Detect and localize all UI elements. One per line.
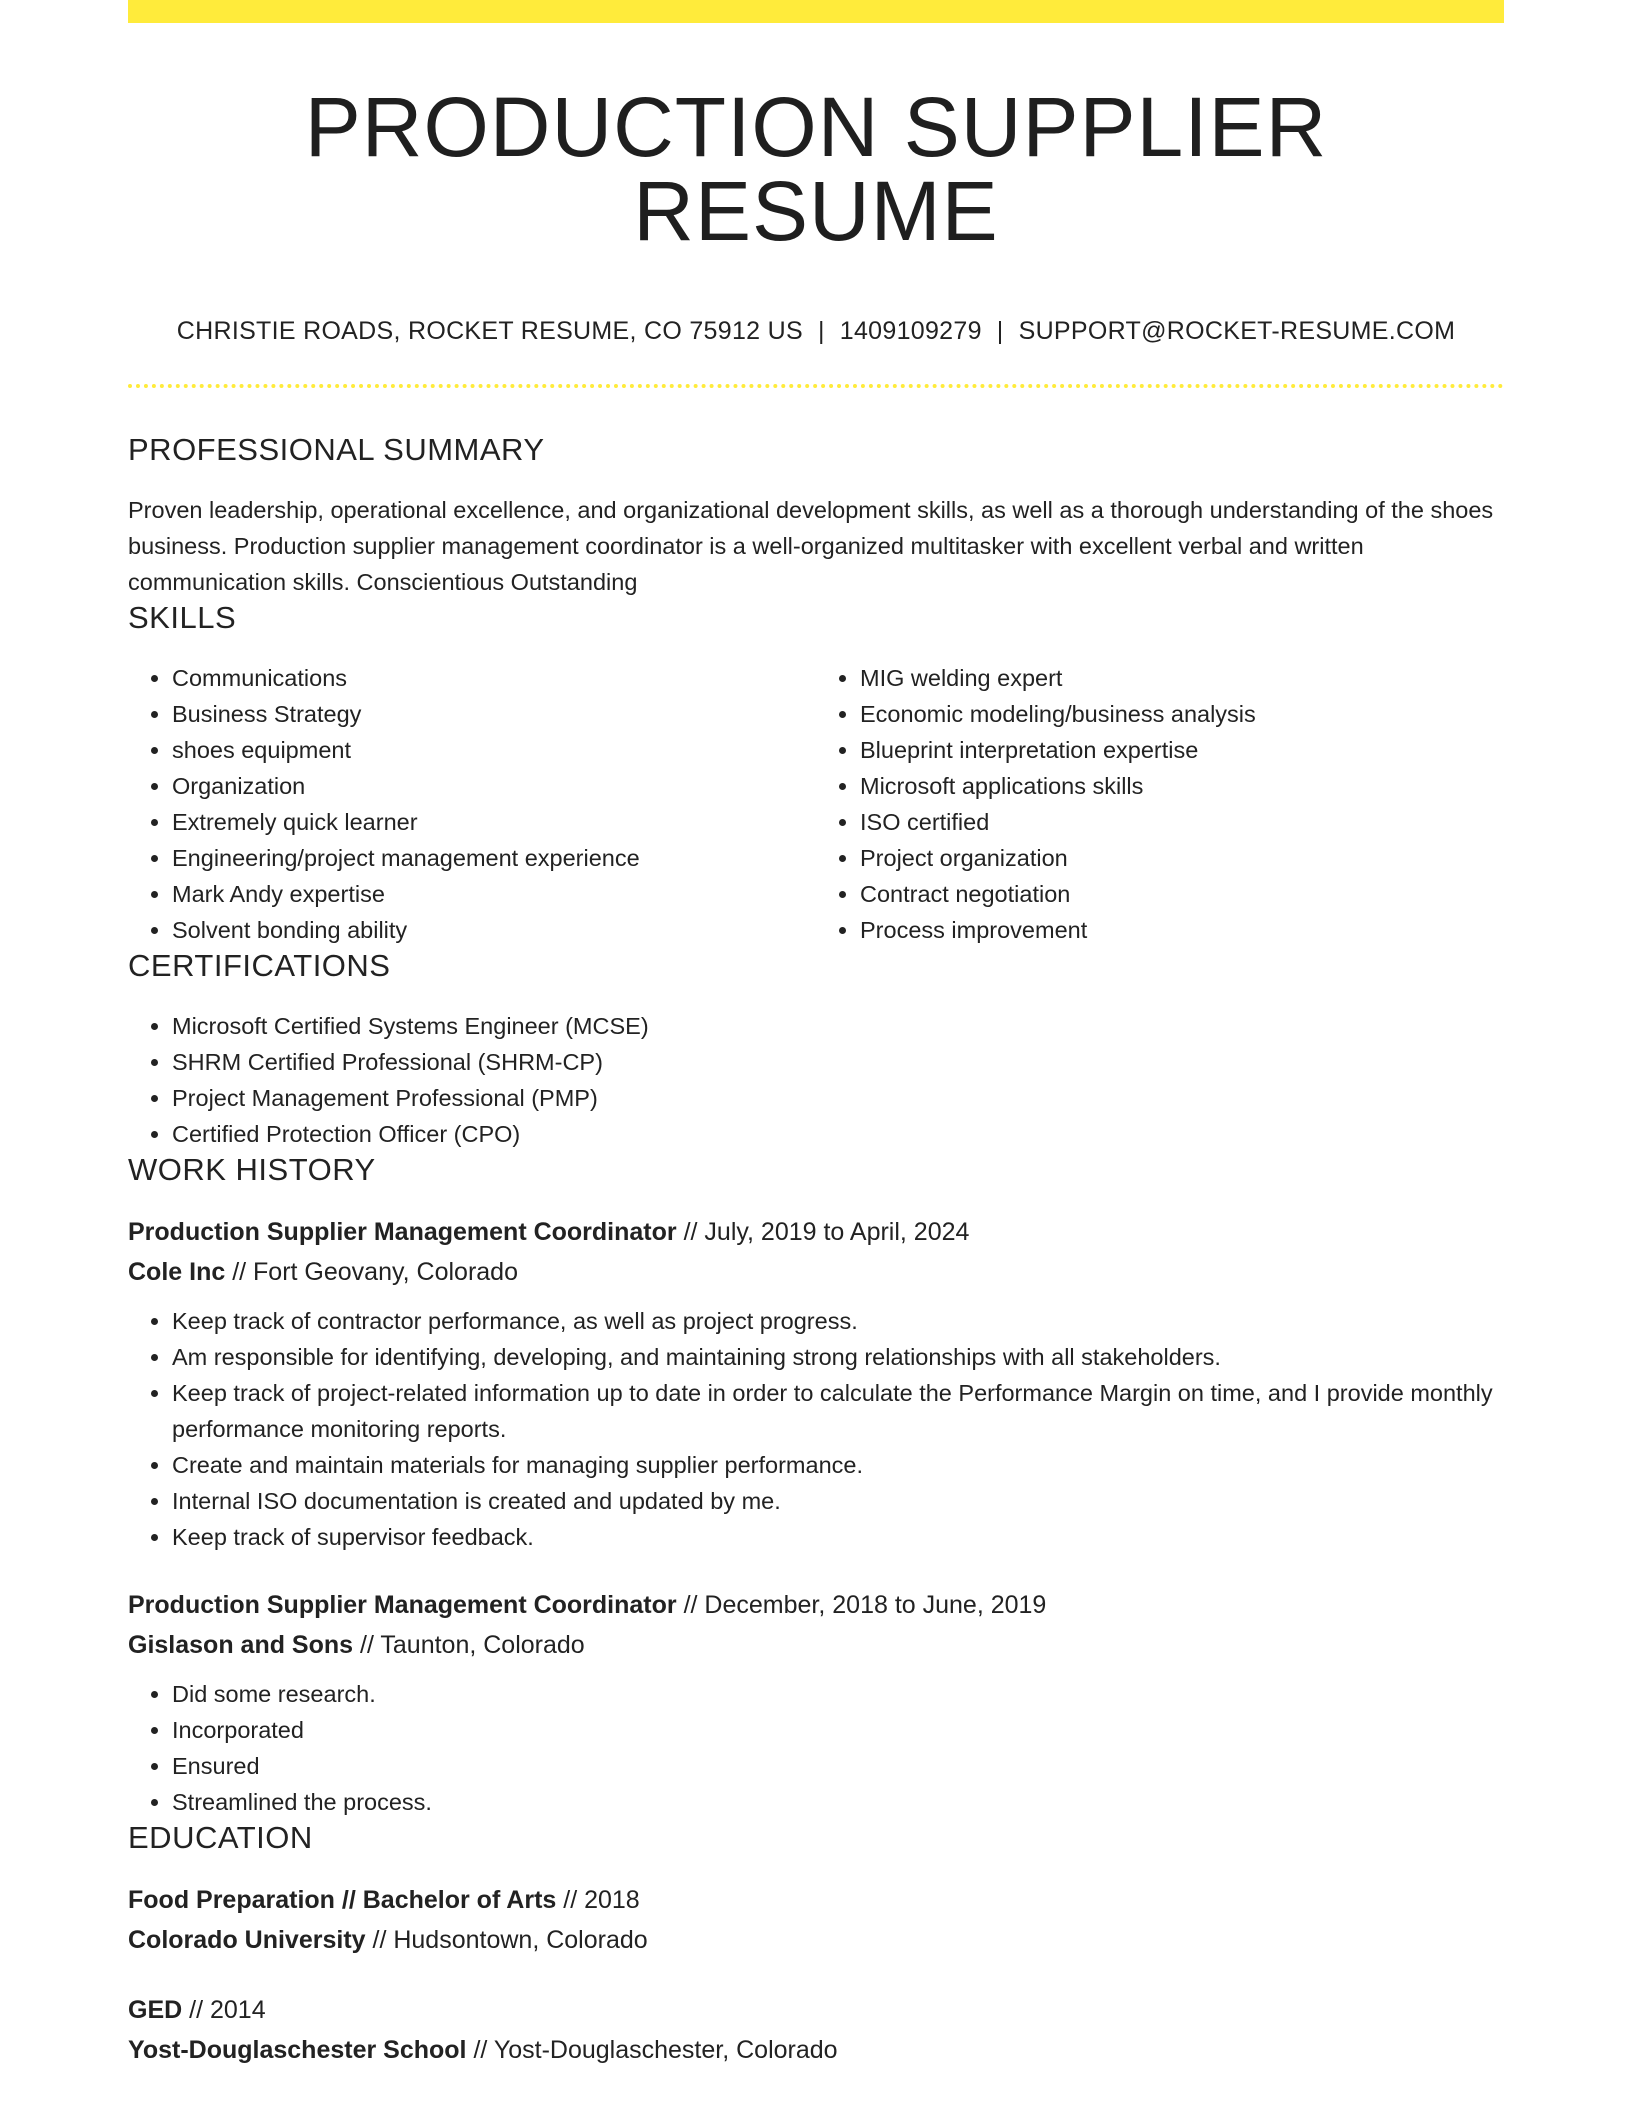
certifications-heading: CERTIFICATIONS (128, 948, 391, 983)
skill-item: • Process improvement (860, 912, 1504, 948)
skill-item: • Contract negotiation (860, 876, 1504, 912)
dotted-divider (128, 384, 1504, 388)
skill-item: • Engineering/project management experience (172, 840, 816, 876)
job-company-line (128, 1252, 1504, 1292)
certification-item: • Certified Protection Officer (CPO) (172, 1116, 1504, 1152)
certification-item: • Project Management Professional (PMP) (172, 1080, 1504, 1116)
job-duty-item: • Streamlined the process. (172, 1784, 1504, 1820)
job-duty-item: • Create and maintain materials for managing supplier performance. (172, 1447, 1504, 1483)
education-degree: GED (128, 1996, 183, 2024)
education-degree-line (128, 1990, 1504, 2030)
job-company-line (128, 1625, 1504, 1665)
education-school-line (128, 1920, 1504, 1960)
job-title-line (128, 1212, 1504, 1252)
resume-page (128, 0, 1504, 2070)
job-location: // Fort Geovany, Colorado (232, 1258, 518, 1286)
contact-separator: | (817, 317, 825, 345)
certification-item: • Microsoft Certified Systems Engineer (MCSE) (172, 1008, 1504, 1044)
skill-item: • ISO certified (860, 804, 1504, 840)
skills-list-left (128, 660, 816, 948)
education-location: // Yost-Douglaschester, Colorado (473, 2036, 838, 2064)
skill-item: • Blueprint interpretation expertise (860, 732, 1504, 768)
education-degree: Food Preparation // Bachelor of Arts (128, 1886, 557, 1914)
summary-text: Proven leadership, operational excellence, and organizational development skills, as well as a thorough understanding of the shoes business. Production supplier management coordinator is a well-organized multitasker with excellent verbal and written communication skills. Conscientious Outstanding (128, 497, 1494, 595)
job-duty-item: • Ensured (172, 1748, 1504, 1784)
education-heading: EDUCATION (128, 1820, 313, 1855)
job-duty-item: • Internal ISO documentation is created and updated by me. (172, 1483, 1504, 1519)
job-company: Gislason and Sons (128, 1631, 354, 1659)
skill-item: • Mark Andy expertise (172, 876, 816, 912)
top-accent-bar (128, 0, 1504, 23)
job-title-line (128, 1585, 1504, 1625)
certifications-list (128, 1008, 1504, 1152)
skill-item: • MIG welding expert (860, 660, 1504, 696)
job-company: Cole Inc (128, 1258, 226, 1286)
contact-separator: | (996, 317, 1004, 345)
job-duty-item: • Keep track of project-related information up to date in order to calculate the Performance Margin on time, and I provide monthly performance monitoring reports. (172, 1375, 1504, 1447)
job-duty-item: • Incorporated (172, 1712, 1504, 1748)
education-school: Colorado University (128, 1926, 366, 1954)
skill-item: • Organization (172, 768, 816, 804)
job-title: Production Supplier Management Coordinator (128, 1218, 677, 1246)
job-duty-item: • Keep track of supervisor feedback. (172, 1519, 1504, 1555)
skills-list-right (816, 660, 1504, 948)
skill-item: • Communications (172, 660, 816, 696)
certification-item: • SHRM Certified Professional (SHRM-CP) (172, 1044, 1504, 1080)
work-history-heading: WORK HISTORY (128, 1152, 376, 1187)
skill-item: • Economic modeling/business analysis (860, 696, 1504, 732)
skill-item: • Extremely quick learner (172, 804, 816, 840)
job-duties-list (128, 1303, 1504, 1555)
education-school: Yost-Douglaschester School (128, 2036, 467, 2064)
education-year: // 2014 (189, 1996, 266, 2024)
contact-line (128, 317, 1504, 346)
job-duty-item: • Am responsible for identifying, developing, and maintaining strong relationships with all stakeholders. (172, 1339, 1504, 1375)
education-location: // Hudsontown, Colorado (372, 1926, 648, 1954)
skills-columns (128, 660, 1504, 948)
skill-item: • Project organization (860, 840, 1504, 876)
job-duty-item: • Keep track of contractor performance, as well as project progress. (172, 1303, 1504, 1339)
summary-heading: PROFESSIONAL SUMMARY (128, 432, 545, 467)
skill-item: • shoes equipment (172, 732, 816, 768)
job-dates: // July, 2019 to April, 2024 (683, 1218, 970, 1246)
resume-title: PRODUCTION SUPPLIER RESUME (304, 80, 1328, 258)
skills-heading: SKILLS (128, 600, 237, 635)
job-duty-item: • Did some research. (172, 1676, 1504, 1712)
contact-address: CHRISTIE ROADS, ROCKET RESUME, CO 75912 US (176, 317, 803, 345)
job-dates: // December, 2018 to June, 2019 (683, 1591, 1047, 1619)
job-duties-list (128, 1676, 1504, 1820)
contact-email[interactable]: SUPPORT@ROCKET-RESUME.COM (1018, 317, 1456, 345)
job-title: Production Supplier Management Coordinator (128, 1591, 677, 1619)
contact-phone: 1409109279 (839, 317, 982, 345)
job-location: // Taunton, Colorado (360, 1631, 585, 1659)
skill-item: • Business Strategy (172, 696, 816, 732)
skill-item: • Microsoft applications skills (860, 768, 1504, 804)
skill-item: • Solvent bonding ability (172, 912, 816, 948)
education-degree-line (128, 1880, 1504, 1920)
education-year: // 2018 (563, 1886, 640, 1914)
education-school-line (128, 2030, 1504, 2070)
